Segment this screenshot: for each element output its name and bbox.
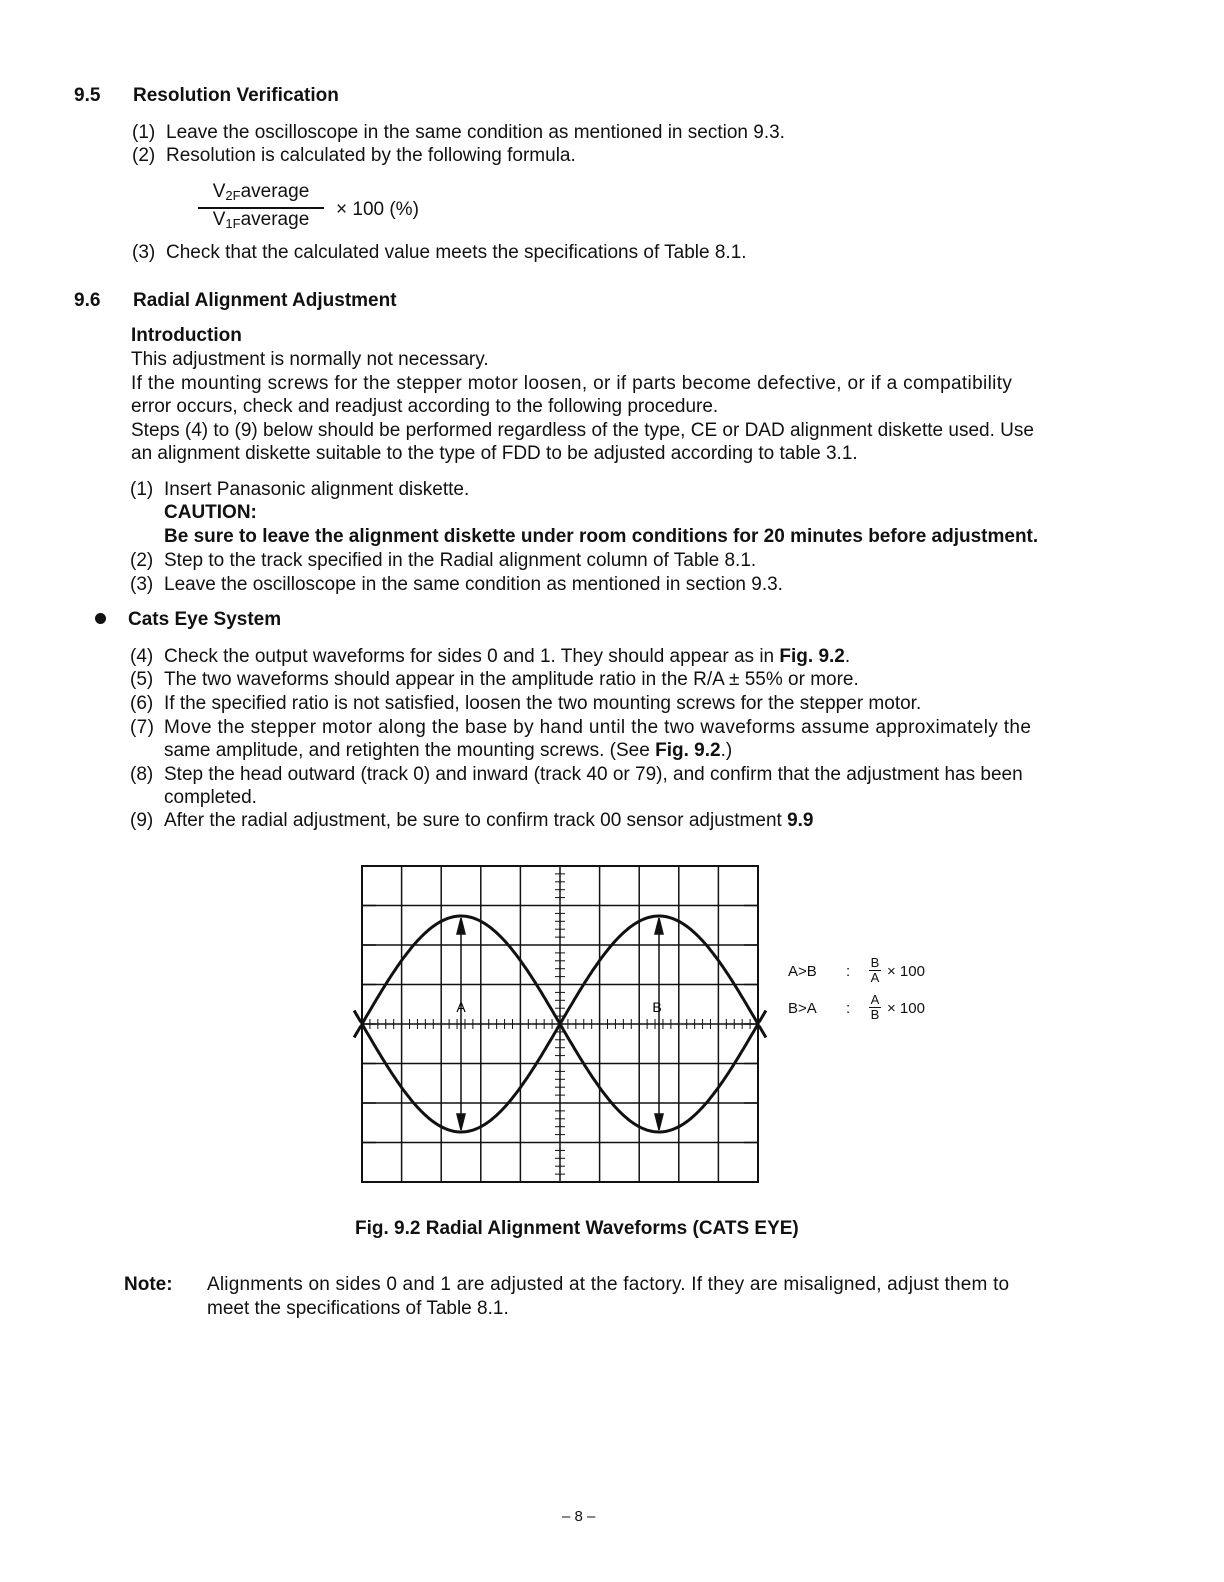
arrow-down-icon [655, 1114, 663, 1130]
step-number: (5) [130, 669, 154, 690]
intro-line-4: Steps (4) to (9) below should be performed regardless of the type, CE or DAD alignment diskette used. Use [131, 420, 1034, 441]
s96-step-4: (4) Check the output waveforms for sides 0 and 1. They should appear as in Fig. 9.2. [130, 646, 851, 667]
page-number: – 8 – [562, 1508, 596, 1525]
section-reference: 9.9 [787, 810, 814, 831]
label-a: A [456, 999, 466, 1015]
section-number-9-6: 9.6 [74, 290, 101, 311]
step-text: Step the head outward (track 0) and inward (track 40 or 79), and confirm that the adjustment has been [164, 764, 1023, 785]
arrow-up-icon [457, 918, 465, 934]
step-number: (6) [130, 693, 154, 714]
step-number: (3) [130, 574, 154, 595]
s96-step-9: (9) After the radial adjustment, be sure to confirm track 00 sensor adjustment 9.9 [130, 810, 814, 831]
caution-text: Be sure to leave the alignment diskette under room conditions for 20 minutes before adjustment. [164, 526, 1039, 547]
ratio2-condition: B>A [788, 1000, 817, 1017]
step-number: (7) [130, 717, 155, 738]
section-title-resolution-verification: Resolution Verification [133, 85, 339, 106]
intro-line-1: This adjustment is normally not necessary. [131, 349, 489, 370]
intro-line-5: an alignment diskette suitable to the type of FDD to be adjusted according to table 3.1. [131, 443, 858, 464]
step-text: If the specified ratio is not satisfied, loosen the two mounting screws for the stepper motor. [164, 693, 922, 714]
step-text: Leave the oscilloscope in the same condition as mentioned in section 9.3. [164, 574, 783, 595]
ratio1-condition: A>B [788, 963, 817, 980]
s96-step-7-cont: same amplitude, and retighten the mounting screws. (See Fig. 9.2.) [164, 740, 733, 761]
fig-reference: Fig. 9.2 [779, 646, 845, 667]
arrow-down-icon [457, 1114, 465, 1130]
label-b: B [652, 999, 662, 1015]
formula-numerator: $V_{2F}average$ [198, 182, 324, 209]
step-number: (9) [130, 810, 154, 831]
ratio1-multiplier: × 100 [887, 963, 925, 980]
figure-caption: Fig. 9.2 Radial Alignment Waveforms (CATS EYE) [355, 1218, 799, 1239]
introduction-heading: Introduction [131, 325, 242, 346]
arrow-up-icon [655, 918, 663, 934]
ratio2-fraction: A B [870, 992, 880, 1022]
ratio2-multiplier: × 100 [887, 1000, 925, 1017]
ratio1-fraction: B A [870, 955, 880, 985]
formula-denominator: $V_{1F}average$ [212, 209, 310, 231]
step-text: Step to the track specified in the Radial alignment column of Table 8.1. [164, 550, 757, 571]
step-number: (1) [130, 479, 154, 500]
fig-reference: Fig. 9.2 [655, 740, 721, 761]
step-text: Leave the oscilloscope in the same condition as mentioned in section 9.3. [166, 122, 785, 143]
s96-step-8-cont: completed. [164, 787, 257, 808]
step-number: (3) [132, 242, 156, 263]
step-text: Resolution is calculated by the following formula. [166, 145, 576, 166]
step-number: (2) [132, 145, 156, 166]
intro-line-3: error occurs, check and readjust according to the following procedure. [131, 396, 719, 417]
formula-multiplier: × 100 (%) [336, 199, 419, 220]
intro-line-2: If the mounting screws for the stepper motor loosen, or if parts become defective, or if a compatibility [131, 373, 1013, 394]
note-label: Note: [124, 1274, 173, 1295]
note-line-2: meet the specifications of Table 8.1. [207, 1298, 509, 1319]
note-line-1: Alignments on sides 0 and 1 are adjusted at the factory. If they are misaligned, adjust them to [207, 1274, 1010, 1295]
step-text: Insert Panasonic alignment diskette. [164, 479, 470, 500]
cats-eye-heading: Cats Eye System [128, 609, 282, 630]
step-number: (1) [132, 122, 156, 143]
step-number: (8) [130, 764, 154, 785]
step-text: Check that the calculated value meets the specifications of Table 8.1. [166, 242, 747, 263]
ratio1-colon: : [846, 963, 851, 980]
step-number: (2) [130, 550, 154, 571]
caution-label: CAUTION: [164, 502, 257, 523]
step-text: The two waveforms should appear in the amplitude ratio in the R/A ± 55% or more. [164, 669, 859, 690]
section-title-radial-alignment: Radial Alignment Adjustment [133, 290, 397, 311]
section-number-9-5: 9.5 [74, 85, 101, 106]
ratio2-colon: : [846, 1000, 851, 1017]
step-number: (4) [130, 646, 154, 667]
step-text: Move the stepper motor along the base by hand until the two waveforms assume approximately the [164, 717, 1032, 738]
